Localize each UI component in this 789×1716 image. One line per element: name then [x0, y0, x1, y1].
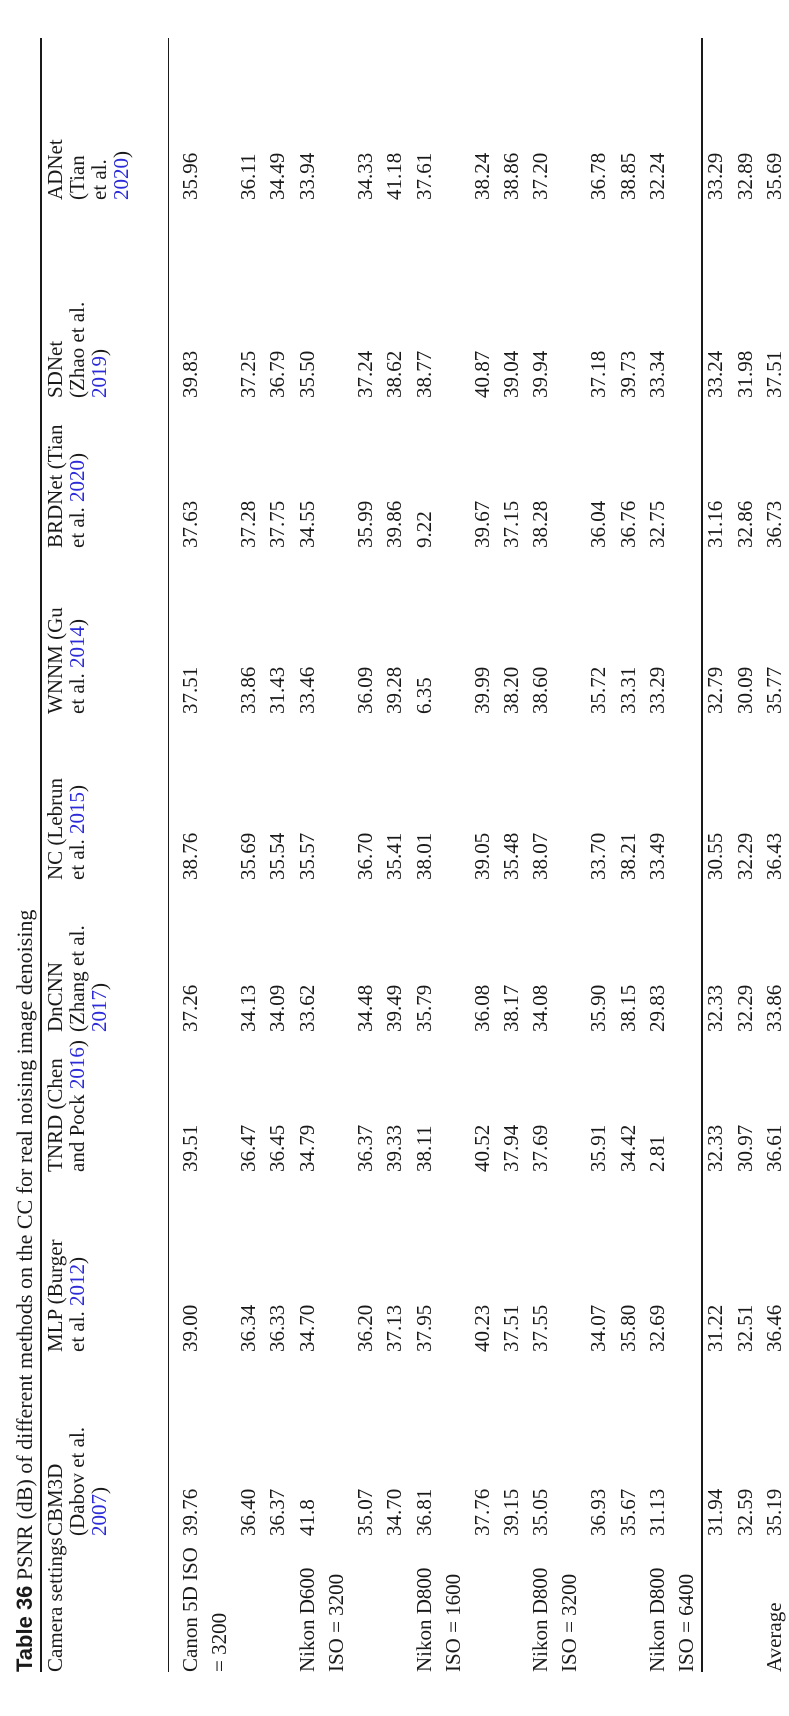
psnr-value-cell: 37.51 [498, 1304, 523, 1352]
column-header-text: and Pock [65, 1089, 89, 1172]
psnr-value-cell: 37.24 [352, 350, 377, 398]
camera-setting-cell [701, 1536, 730, 1672]
psnr-value-cell: 37.28 [236, 500, 260, 548]
psnr-value-cell: 30.97 [732, 1124, 757, 1172]
column-header-method [42, 880, 170, 1032]
psnr-value-cell: 32.33 [703, 1124, 728, 1172]
citation-year-link[interactable]: 2019 [87, 356, 111, 398]
psnr-value-cell: 39.00 [178, 1304, 202, 1352]
psnr-value-cell: 37.51 [178, 666, 202, 714]
psnr-value-cell: 39.94 [528, 350, 553, 398]
psnr-value-cell: 38.07 [528, 832, 553, 880]
column-header-line [88, 880, 110, 1032]
psnr-value-cell: 39.49 [382, 984, 407, 1032]
citation-year-link[interactable]: 2012 [65, 1263, 89, 1306]
psnr-value-cell: 34.09 [265, 984, 290, 1032]
column-header-line [66, 880, 88, 1032]
column-header-text: et al. [65, 501, 89, 548]
citation-year-link[interactable]: 2020 [65, 459, 89, 502]
table-row [263, 38, 292, 1672]
column-header-text: TNRD (Chen [43, 1058, 67, 1172]
psnr-value-cell: 37.51 [761, 350, 786, 398]
table-row [614, 38, 643, 1672]
column-header-line [66, 38, 88, 200]
psnr-value-cell: 37.20 [528, 152, 553, 200]
camera-setting-cell [263, 1536, 292, 1672]
psnr-value-cell: 33.31 [615, 666, 640, 714]
table-row [731, 38, 760, 1672]
psnr-value-cell: 35.90 [586, 984, 611, 1032]
column-header-line [66, 200, 88, 398]
column-header-text: Camera settings [43, 1537, 67, 1672]
column-header-line [44, 200, 66, 398]
psnr-value-cell: 33.34 [645, 350, 670, 398]
psnr-value-cell: 38.60 [528, 666, 553, 714]
psnr-value-cell: 36.78 [586, 152, 611, 200]
psnr-value-cell: 33.62 [294, 984, 319, 1032]
camera-setting-cell: Nikon D800 ISO = 3200 [528, 1567, 582, 1672]
psnr-value-cell: 34.13 [236, 984, 260, 1032]
psnr-value-cell: 39.28 [382, 666, 407, 714]
psnr-value-cell: 38.15 [615, 984, 640, 1032]
table-row [643, 38, 701, 1672]
column-header-line [88, 200, 110, 398]
column-header-suffix: ) [65, 1040, 89, 1048]
column-header-text: et al. [65, 833, 89, 880]
psnr-value-cell: 33.94 [294, 152, 319, 200]
psnr-value-cell: 38.62 [382, 350, 407, 398]
table-header [42, 38, 170, 1672]
psnr-value-cell: 32.69 [645, 1304, 670, 1352]
column-header-method [42, 1352, 170, 1536]
citation-year-link[interactable]: 2020 [109, 158, 133, 200]
table-row [351, 38, 380, 1672]
psnr-value-cell: 34.07 [586, 1304, 611, 1352]
column-header-suffix: ) [65, 452, 89, 460]
psnr-value-cell: 35.48 [498, 832, 523, 880]
psnr-value-cell: 33.86 [236, 666, 260, 714]
citation-year-link[interactable]: 2014 [65, 625, 89, 668]
psnr-value-cell: 36.93 [586, 1488, 611, 1536]
psnr-value-cell: 37.63 [178, 500, 202, 548]
camera-setting-cell [380, 1536, 409, 1672]
psnr-value-cell: 33.24 [703, 350, 728, 398]
psnr-value-cell: 38.86 [498, 152, 523, 200]
psnr-value-cell: 40.23 [469, 1304, 494, 1352]
column-header-suffix: ) [87, 983, 111, 990]
table-row [760, 38, 789, 1672]
table-row [234, 38, 263, 1672]
column-header-line [88, 38, 110, 200]
psnr-value-cell: 37.76 [469, 1488, 494, 1536]
psnr-value-cell: 33.29 [645, 666, 670, 714]
citation-year-link[interactable]: 2015 [65, 791, 89, 834]
column-header-line [88, 1352, 110, 1536]
psnr-value-cell: 30.55 [703, 832, 728, 880]
psnr-value-cell: 39.73 [615, 350, 640, 398]
psnr-value-cell: 37.69 [528, 1124, 553, 1172]
citation-year-link[interactable]: 2017 [87, 990, 111, 1032]
psnr-value-cell: 37.55 [528, 1304, 553, 1352]
psnr-value-cell: 32.24 [645, 152, 670, 200]
psnr-value-cell: 35.41 [382, 832, 407, 880]
psnr-value-cell: 34.48 [352, 984, 377, 1032]
psnr-value-cell: 35.77 [761, 666, 786, 714]
column-header-line [44, 1536, 66, 1672]
psnr-value-cell: 35.69 [761, 152, 786, 200]
camera-setting-cell [468, 1536, 497, 1672]
psnr-value-cell: 32.79 [703, 666, 728, 714]
psnr-value-cell: 38.76 [178, 832, 202, 880]
psnr-value-cell: 37.15 [498, 500, 523, 548]
psnr-value-cell: 35.72 [586, 666, 611, 714]
column-header-text: WNNM (Gu [43, 607, 67, 714]
table-row [701, 38, 730, 1672]
column-header-line [44, 714, 66, 880]
psnr-value-cell: 36.76 [615, 500, 640, 548]
psnr-value-cell: 31.94 [703, 1488, 728, 1536]
citation-year-link[interactable]: 2016 [65, 1047, 89, 1090]
column-header-line [110, 38, 132, 200]
psnr-value-cell: 38.77 [411, 350, 436, 398]
psnr-value-cell: 36.47 [236, 1124, 260, 1172]
camera-setting-cell: Average [761, 1602, 786, 1672]
psnr-value-cell: 35.67 [615, 1488, 640, 1536]
column-header-text: et al. [65, 667, 89, 714]
column-header-camera-settings [42, 1536, 170, 1672]
column-header-line [44, 398, 66, 548]
column-header-suffix: ) [65, 784, 89, 792]
psnr-value-cell: 32.29 [732, 984, 757, 1032]
psnr-value-cell: 36.61 [761, 1124, 786, 1172]
psnr-value-cell: 35.79 [411, 984, 436, 1032]
psnr-value-cell: 37.13 [382, 1304, 407, 1352]
psnr-value-cell: 39.04 [498, 350, 523, 398]
psnr-value-cell: 35.19 [761, 1488, 786, 1536]
psnr-value-cell: 38.28 [528, 500, 553, 548]
psnr-value-cell: 37.18 [586, 350, 611, 398]
camera-setting-cell [351, 1536, 380, 1672]
psnr-value-cell: 38.11 [411, 1125, 436, 1172]
table-caption-text: PSNR (dB) of different methods on the CC for real noising image denoising [12, 909, 37, 1581]
camera-setting-cell: Nikon D800 ISO = 6400 [645, 1567, 699, 1672]
table-body [170, 38, 789, 1672]
camera-setting-cell: Nikon D600 ISO = 3200 [294, 1567, 348, 1672]
psnr-value-cell: 32.51 [732, 1304, 757, 1352]
psnr-value-cell: 32.86 [732, 500, 757, 548]
psnr-value-cell: 36.45 [265, 1124, 290, 1172]
psnr-value-cell: 38.21 [615, 832, 640, 880]
table-row [526, 38, 584, 1672]
psnr-value-cell: 34.55 [294, 500, 319, 548]
psnr-table [42, 38, 789, 1672]
column-header-line [66, 398, 88, 548]
column-header-suffix: ) [87, 1487, 111, 1494]
psnr-value-cell: 35.99 [352, 500, 377, 548]
psnr-value-cell: 36.20 [352, 1304, 377, 1352]
psnr-value-cell: 40.87 [469, 350, 494, 398]
column-header-line [44, 1172, 66, 1352]
column-header-method [42, 1032, 170, 1172]
table-row [410, 38, 468, 1672]
column-header-text: (Tian [65, 155, 89, 200]
psnr-value-cell: 36.33 [265, 1304, 290, 1352]
column-header-method [42, 714, 170, 880]
psnr-value-cell: 36.34 [236, 1304, 260, 1352]
psnr-value-cell: 36.37 [352, 1124, 377, 1172]
psnr-value-cell: 33.29 [703, 152, 728, 200]
psnr-value-cell: 37.95 [411, 1304, 436, 1352]
psnr-value-cell: 33.46 [294, 666, 319, 714]
table-row [170, 38, 234, 1672]
psnr-value-cell: 38.01 [411, 832, 436, 880]
camera-setting-cell [731, 1536, 760, 1672]
psnr-value-cell: 39.15 [498, 1488, 523, 1536]
column-header-text: et al. [87, 159, 111, 200]
psnr-value-cell: 34.70 [294, 1304, 319, 1352]
psnr-value-cell: 41.8 [294, 1499, 319, 1536]
column-header-line [44, 1352, 66, 1536]
psnr-value-cell: 36.70 [352, 832, 377, 880]
camera-setting-cell [497, 1536, 526, 1672]
column-header-line [66, 1352, 88, 1536]
psnr-value-cell: 33.49 [645, 832, 670, 880]
psnr-value-cell: 37.94 [498, 1124, 523, 1172]
psnr-value-cell: 32.29 [732, 832, 757, 880]
psnr-value-cell: 36.46 [761, 1304, 786, 1352]
psnr-value-cell: 36.09 [352, 666, 377, 714]
psnr-value-cell: 36.81 [411, 1488, 436, 1536]
column-header-text: (Zhang et al. [65, 925, 89, 1032]
psnr-value-cell: 34.49 [265, 152, 290, 200]
psnr-value-cell: 38.24 [469, 152, 494, 200]
header-row [42, 38, 170, 1672]
psnr-value-cell: 31.43 [265, 666, 290, 714]
psnr-value-cell: 29.83 [645, 984, 670, 1032]
psnr-value-cell: 36.11 [236, 153, 260, 200]
column-header-line [66, 548, 88, 714]
psnr-value-cell: 37.61 [411, 152, 436, 200]
camera-setting-cell [614, 1536, 643, 1672]
psnr-value-cell: 36.79 [265, 350, 290, 398]
psnr-value-cell: 37.26 [178, 984, 202, 1032]
psnr-value-cell: 35.05 [528, 1488, 553, 1536]
psnr-value-cell: 31.16 [703, 500, 728, 548]
column-header-suffix: ) [65, 618, 89, 626]
psnr-value-cell: 30.09 [732, 666, 757, 714]
psnr-value-cell: 38.20 [498, 666, 523, 714]
camera-setting-cell [584, 1536, 613, 1672]
psnr-value-cell: 39.86 [382, 500, 407, 548]
column-header-text: (Dabov et al. [65, 1426, 89, 1536]
psnr-value-cell: 36.73 [761, 500, 786, 548]
column-header-text: NC (Lebrun [43, 777, 67, 880]
psnr-value-cell: 35.54 [265, 832, 290, 880]
psnr-value-cell: 39.67 [469, 500, 494, 548]
column-header-method [42, 1172, 170, 1352]
column-header-method [42, 38, 170, 200]
column-header-suffix: ) [65, 1256, 89, 1264]
column-header-line [44, 880, 66, 1032]
table-caption-label: Table 36 [12, 1585, 37, 1672]
psnr-value-cell: 2.81 [645, 1135, 670, 1172]
column-header-text: MLP (Burger [43, 1239, 67, 1352]
citation-year-link[interactable]: 2007 [87, 1494, 111, 1536]
psnr-value-cell: 34.70 [382, 1488, 407, 1536]
psnr-value-cell: 35.80 [615, 1304, 640, 1352]
psnr-value-cell: 32.89 [732, 152, 757, 200]
camera-setting-cell: Nikon D800 ISO = 1600 [411, 1567, 465, 1672]
psnr-value-cell: 34.08 [528, 984, 553, 1032]
psnr-value-cell: 33.86 [761, 984, 786, 1032]
psnr-value-cell: 35.91 [586, 1124, 611, 1172]
column-header-line [44, 548, 66, 714]
camera-setting-cell [234, 1536, 263, 1672]
psnr-value-cell: 36.04 [586, 500, 611, 548]
psnr-value-cell: 31.22 [703, 1304, 728, 1352]
psnr-value-cell: 33.70 [586, 832, 611, 880]
column-header-line [66, 1172, 88, 1352]
psnr-value-cell: 35.96 [178, 152, 202, 200]
table-caption [12, 910, 38, 1672]
psnr-value-cell: 41.18 [382, 152, 407, 200]
psnr-value-cell: 34.33 [352, 152, 377, 200]
table-row [293, 38, 351, 1672]
camera-setting-cell: Canon 5D ISO = 3200 [178, 1547, 231, 1672]
psnr-value-cell: 39.83 [178, 350, 202, 398]
psnr-value-cell: 38.85 [615, 152, 640, 200]
table-row [468, 38, 497, 1672]
psnr-value-cell: 32.33 [703, 984, 728, 1032]
column-header-text: SDNet [43, 340, 67, 398]
column-header-text: DnCNN [43, 961, 67, 1032]
column-header-line [66, 1032, 88, 1172]
column-header-method [42, 398, 170, 548]
column-header-line [66, 714, 88, 880]
psnr-value-cell: 6.35 [411, 677, 436, 714]
psnr-value-cell: 32.75 [645, 500, 670, 548]
psnr-value-cell: 40.52 [469, 1124, 494, 1172]
psnr-value-cell: 36.40 [236, 1488, 260, 1536]
psnr-value-cell: 35.69 [236, 832, 260, 880]
column-header-suffix: ) [109, 151, 133, 158]
column-header-text: BRDNet (Tian [43, 424, 67, 548]
column-header-line [44, 1032, 66, 1172]
psnr-value-cell: 36.37 [265, 1488, 290, 1536]
psnr-value-cell: 39.51 [178, 1124, 202, 1172]
column-header-text: ADNet [43, 139, 67, 200]
psnr-value-cell: 31.13 [645, 1488, 670, 1536]
psnr-value-cell: 32.59 [732, 1488, 757, 1536]
psnr-value-cell: 34.42 [615, 1124, 640, 1172]
psnr-value-cell: 36.43 [761, 832, 786, 880]
psnr-value-cell: 36.08 [469, 984, 494, 1032]
column-header-method [42, 200, 170, 398]
psnr-value-cell: 38.17 [498, 984, 523, 1032]
psnr-value-cell: 9.22 [411, 511, 436, 548]
psnr-value-cell: 31.98 [732, 350, 757, 398]
column-header-text: et al. [65, 1305, 89, 1352]
psnr-value-cell: 39.33 [382, 1124, 407, 1172]
psnr-value-cell: 37.25 [236, 350, 260, 398]
column-header-text: CBM3D [43, 1463, 67, 1536]
column-header-method [42, 548, 170, 714]
table-row [380, 38, 409, 1672]
psnr-value-cell: 37.75 [265, 500, 290, 548]
psnr-value-cell: 39.05 [469, 832, 494, 880]
psnr-value-cell: 39.99 [469, 666, 494, 714]
psnr-value-cell: 34.79 [294, 1124, 319, 1172]
column-header-text: (Zhao et al. [65, 301, 89, 398]
column-header-suffix: ) [87, 349, 111, 356]
table-row [584, 38, 613, 1672]
psnr-value-cell: 35.50 [294, 350, 319, 398]
table-row [497, 38, 526, 1672]
psnr-value-cell: 39.76 [178, 1488, 202, 1536]
column-header-line [44, 38, 66, 200]
psnr-value-cell: 35.07 [352, 1488, 377, 1536]
psnr-value-cell: 35.57 [294, 832, 319, 880]
